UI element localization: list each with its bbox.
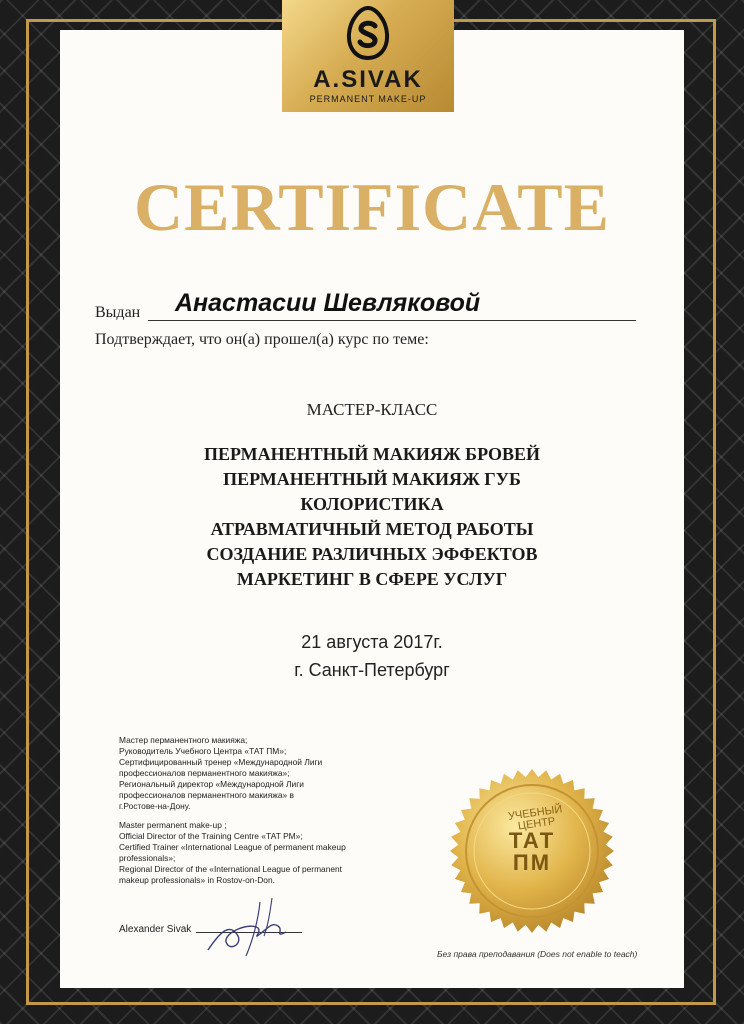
bio-russian	[119, 735, 389, 812]
bio-line: Региональный директор «Международной Лиги	[119, 779, 304, 789]
bio-line: Official Director of the Training Centre «ТАТ РМ»;	[119, 831, 303, 841]
seal-mark-line: ПМ	[512, 850, 552, 875]
logo-name: A.SIVAK	[313, 66, 423, 93]
brand-logo	[282, 0, 454, 112]
bio-line: professionals»;	[119, 853, 176, 863]
bio-line: г.Ростове-на-Дону.	[119, 801, 191, 811]
bio-line: Regional Director of the «International League of permanent	[119, 864, 343, 874]
bio-english	[119, 820, 389, 886]
course-item: КОЛОРИСТИКА	[300, 494, 444, 514]
logo-subtitle: PERMANENT MAKE-UP	[309, 94, 427, 104]
seal-mark	[502, 830, 562, 874]
course-item: СОЗДАНИЕ РАЗЛИЧНЫХ ЭФФЕКТОВ	[206, 544, 538, 564]
course-list	[60, 442, 684, 592]
bio-line: Сертифицированный тренер «Международной Лиги	[119, 757, 323, 767]
confirmation-text: Подтверждает, что он(а) прошел(а) курс по теме:	[95, 331, 429, 348]
bio-line: Certified Trainer «International League of permanent makeup	[119, 842, 346, 852]
signer-name: Alexander Sivak	[119, 924, 192, 935]
course-type: МАСТЕР-КЛАСС	[306, 400, 438, 419]
bio-line: Руководитель Учебного Центра «ТАТ ПМ»;	[119, 746, 287, 756]
issued-underline	[148, 320, 636, 321]
seal-caption: УЧЕБНЫЙ ЦЕНТР	[507, 803, 563, 833]
course-item: МАРКЕТИНГ В СФЕРЕ УСЛУГ	[236, 569, 508, 589]
logo-emblem-icon	[346, 6, 390, 62]
seal-mark-line: ТАТ	[508, 828, 556, 853]
issue-city: г. Санкт-Петербург	[294, 660, 450, 680]
course-item: АТРАВМАТИЧНЫЙ МЕТОД РАБОТЫ	[210, 519, 534, 539]
course-item: ПЕРМАНЕНТНЫЙ МАКИЯЖ ГУБ	[223, 469, 521, 489]
bio-line: makeup professionals» in Rostov-on-Don.	[119, 875, 275, 885]
issue-date: 21 августа 2017г.	[301, 632, 443, 652]
bio-line: Master permanent make-up ;	[119, 820, 227, 830]
bio-line: профессионалов перманентного макияжа» в	[119, 790, 294, 800]
issued-label: Выдан	[95, 304, 141, 321]
certificate-title: CERTIFICATE	[134, 169, 610, 245]
bio-line: Мастер перманентного макияжа;	[119, 735, 248, 745]
course-item: ПЕРМАНЕНТНЫЙ МАКИЯЖ БРОВЕЙ	[204, 444, 540, 464]
bio-line: профессионалов перманентного макияжа»;	[119, 768, 290, 778]
teaching-note: Без права преподавания (Does not enable to teach)	[437, 949, 638, 959]
signature-mark	[200, 892, 300, 962]
recipient-name: Анастасии Шевляковой	[175, 289, 481, 317]
